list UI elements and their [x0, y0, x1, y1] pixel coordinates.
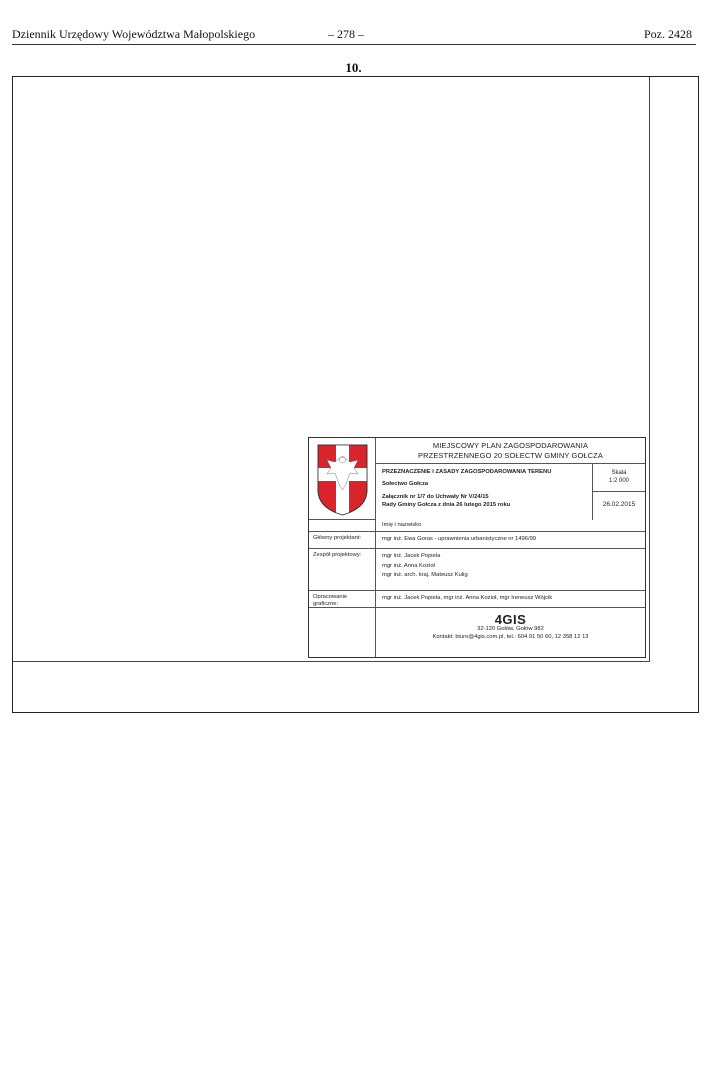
main-designer-value: mgr inż. Ewa Goras - uprawnienia urbanistyczne nr 1496/99 [382, 536, 537, 542]
graphics-label: Opracowanie graficzne: [309, 591, 376, 607]
map-area [13, 77, 650, 662]
scale-value: 1:2 000 [608, 478, 630, 484]
date-cell: 26.02.2015 [602, 501, 636, 508]
coat-of-arms-icon [309, 438, 376, 520]
purpose-cell [376, 464, 593, 520]
title-block [308, 437, 646, 658]
team-members [376, 549, 645, 590]
company-row [309, 608, 645, 657]
company-info [376, 608, 645, 657]
solectwo-text: Sołectwo Gołcza [382, 481, 429, 487]
company-logo: 4GIS [494, 612, 527, 627]
scale-label: Skala [611, 470, 627, 476]
page-header [12, 27, 696, 45]
graphics-value: mgr inż. Jacek Popiela, mgr inż. Anna Kozioł, mgr Ireneusz Wójcik [382, 595, 553, 601]
journal-title: Dziennik Urzędowy Województwa Małopolskiego [12, 27, 256, 41]
team-label: Zespół projektowy: [309, 549, 376, 590]
graphics-row [309, 591, 645, 608]
team-row [309, 549, 645, 591]
attachment-line2: Rady Gminy Gołcza z dnia 26 lutego 2015 roku [382, 502, 511, 508]
coat-of-arms-cell [309, 438, 376, 520]
name-label: Imię i nazwisko [382, 522, 422, 528]
main-designer-label: Główny projektant: [309, 532, 376, 548]
figure-number: 10. [345, 60, 362, 75]
team-member: mgr inż. Anna Kozioł [382, 562, 435, 569]
position-number: Poz. 2428 [644, 27, 692, 41]
plan-title [376, 438, 645, 464]
attachment-line1: Załącznik nr 1/7 do Uchwały Nr V/24/15 [382, 494, 489, 500]
attachment-frame [12, 76, 699, 713]
scale-cell [593, 464, 645, 492]
team-member: mgr inż. Jacek Popiela [382, 553, 441, 559]
company-contact: Kontakt: biuro@4gis.com.pl, tel.: 604 91 50 60, 12 358 12 13 [432, 633, 589, 640]
company-address: 32-120 Gołów, Gołów 982 [477, 625, 544, 632]
purpose-text: PRZEZNACZENIE I ZASADY ZAGOSPODAROWANIA TERENU [382, 469, 552, 475]
page-number: – 278 – [328, 27, 364, 41]
plan-title-line1: MIEJSCOWY PLAN ZAGOSPODAROWANIA [432, 441, 589, 450]
name-row [309, 520, 645, 532]
team-member: mgr inż. arch. kraj. Mateusz Kulig [382, 572, 468, 578]
main-designer-row [309, 532, 645, 549]
plan-title-line2: PRZESTRZENNEGO 20 SOŁECTW GMINY GOŁCZA [418, 451, 603, 460]
